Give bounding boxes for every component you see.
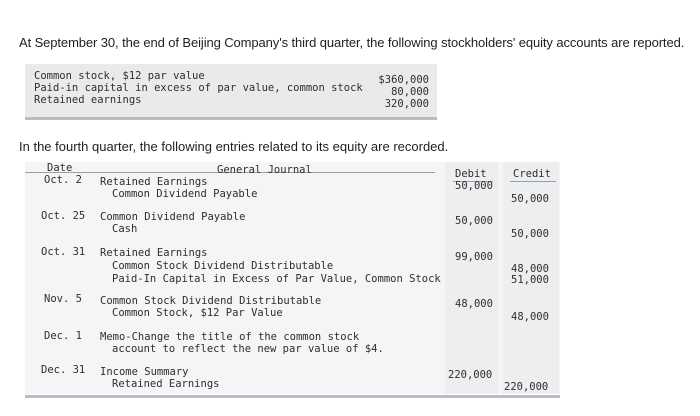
- entry-credit-account: Cash: [112, 223, 138, 235]
- equity-accounts-table: [25, 64, 437, 117]
- entry-credit-amount: 220,000: [504, 381, 549, 393]
- entry-credit-amount: 50,000: [511, 193, 549, 205]
- entry-debit-account: Retained Earnings: [100, 247, 208, 259]
- entry-credit-amount: 48,000: [511, 311, 549, 323]
- equity-account-amount: $360,000: [378, 74, 429, 86]
- general-journal-table: [25, 162, 560, 394]
- divider: [25, 395, 560, 398]
- debit-column: [445, 162, 498, 394]
- entry-credit-amount: 51,000: [511, 274, 549, 286]
- equity-account-name: Common stock, $12 par value: [34, 70, 205, 82]
- entry-date: Oct. 31: [41, 246, 86, 258]
- entry-debit-account: Common Stock Dividend Distributable: [100, 295, 322, 307]
- entry-date: Dec. 31: [41, 364, 86, 376]
- header-credit: Credit: [513, 168, 551, 180]
- divider: [25, 117, 437, 120]
- entry-date: Oct. 2: [44, 174, 82, 186]
- entry-credit-account: Paid-In Capital in Excess of Par Value, Common Stock: [112, 273, 441, 285]
- entry-debit-account: Income Summary: [100, 366, 189, 378]
- entry-credit-account: Common Stock Dividend Distributable: [112, 260, 334, 272]
- equity-account-amount: 80,000: [391, 86, 429, 98]
- equity-account-amount: 320,000: [384, 98, 429, 110]
- entry-debit-account: Retained Earnings: [100, 176, 208, 188]
- entry-credit-account: Common Dividend Payable: [112, 188, 258, 200]
- entry-debit-amount: 48,000: [455, 298, 493, 310]
- entry-debit-amount: 220,000: [448, 369, 493, 381]
- intro-text-2: In the fourth quarter, the following entries related to its equity are recorded.: [19, 139, 449, 154]
- entry-date: Oct. 25: [41, 210, 86, 222]
- intro-text: At September 30, the end of Beijing Company's third quarter, the following stockholders' equity accounts are reported.: [19, 35, 685, 50]
- entry-date: Nov. 5: [44, 293, 82, 305]
- equity-account-name: Paid-in capital in excess of par value, common stock: [34, 82, 363, 94]
- entry-debit-amount: 50,000: [455, 215, 493, 227]
- entry-debit-amount: 50,000: [455, 180, 493, 192]
- entry-credit-account: Common Stock, $12 Par Value: [112, 307, 283, 319]
- entry-credit-amount: 48,000: [511, 263, 549, 275]
- entry-credit-account: Retained Earnings: [112, 378, 220, 390]
- memo-line: Memo-Change the title of the common stock: [100, 331, 360, 343]
- header-debit: Debit: [455, 168, 487, 180]
- header-general-journal: General Journal: [217, 164, 312, 176]
- entry-date: Dec. 1: [44, 330, 82, 342]
- entry-debit-amount: 99,000: [455, 251, 493, 263]
- header-credit-underline: [510, 181, 556, 182]
- entry-credit-amount: 50,000: [511, 228, 549, 240]
- entry-debit-account: Common Dividend Payable: [100, 211, 246, 223]
- header-date: Date: [47, 162, 73, 174]
- memo-line: account to reflect the new par value of $4.: [112, 343, 384, 355]
- equity-account-name: Retained earnings: [34, 94, 142, 106]
